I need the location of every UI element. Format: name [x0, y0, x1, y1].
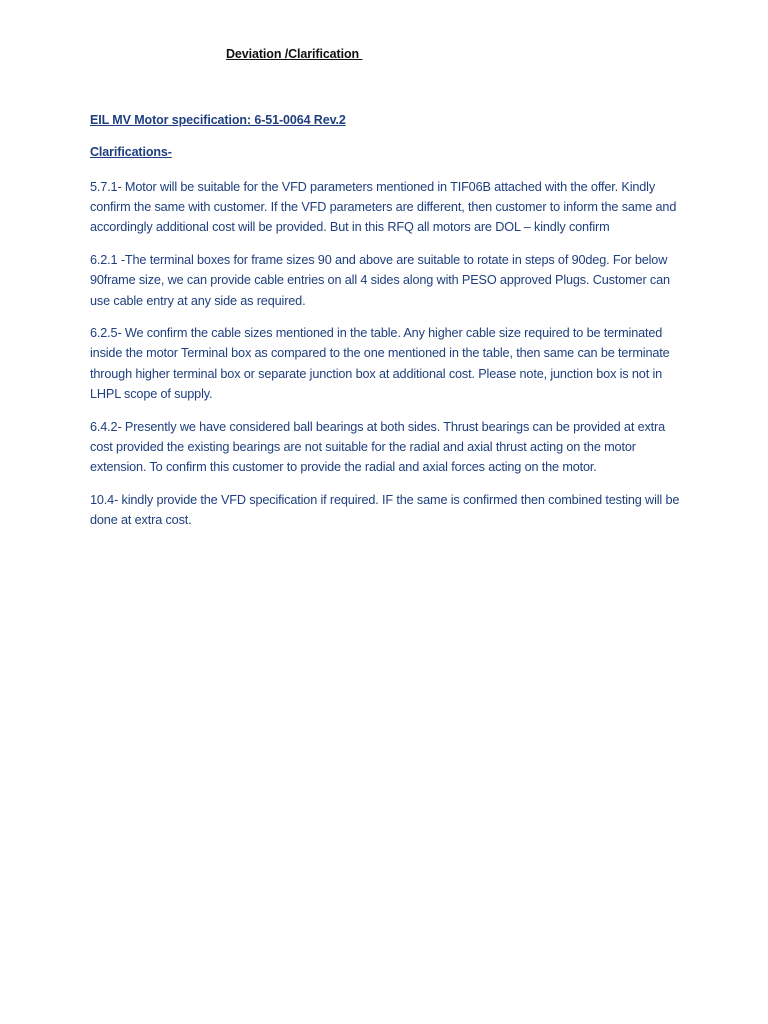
clarification-item: 10.4- kindly provide the VFD specification if required. IF the same is confirmed then combined testing will be done at extra cost. — [90, 492, 680, 527]
clarification-item: 5.7.1- Motor will be suitable for the VFD parameters mentioned in TIF06B attached with the offer. Kindly confirm the same with customer. If the VFD parameters are different, then customer to inform the same and accordingly additional cost will be provided. But in this RFQ all motors are DOL – kindly confirm — [90, 180, 677, 235]
clarification-item: 6.4.2- Presently we have considered ball bearings at both sides. Thrust bearings can be provided at extra cost provided the existing bearings are not suitable for the radial and axial thrust acting on the motor extension. To confirm this customer to provide the radial and axial forces acting on the motor. — [90, 419, 666, 474]
clarification-item: 6.2.1 -The terminal boxes for frame sizes 90 and above are suitable to rotate in steps of 90deg. For below 90frame size, we can provide cable entries on all 4 sides along with PESO approved Plugs. Customer can use cable entry at any side as required. — [90, 253, 670, 308]
spec-heading: EIL MV Motor specification: 6-51-0064 Rev.2 — [90, 113, 346, 127]
document-title: Deviation /Clarification — [226, 47, 363, 61]
clarification-item: 6.2.5- We confirm the cable sizes mentioned in the table. Any higher cable size required to be terminated inside the motor Terminal box as compared to the one mentioned in the table, then same can be terminate through higher terminal box or separate junction box at additional cost. Please note, junction box is not in LHPL scope of supply. — [90, 326, 670, 401]
clarifications-list — [90, 177, 682, 543]
clarifications-heading: Clarifications- — [90, 145, 172, 159]
